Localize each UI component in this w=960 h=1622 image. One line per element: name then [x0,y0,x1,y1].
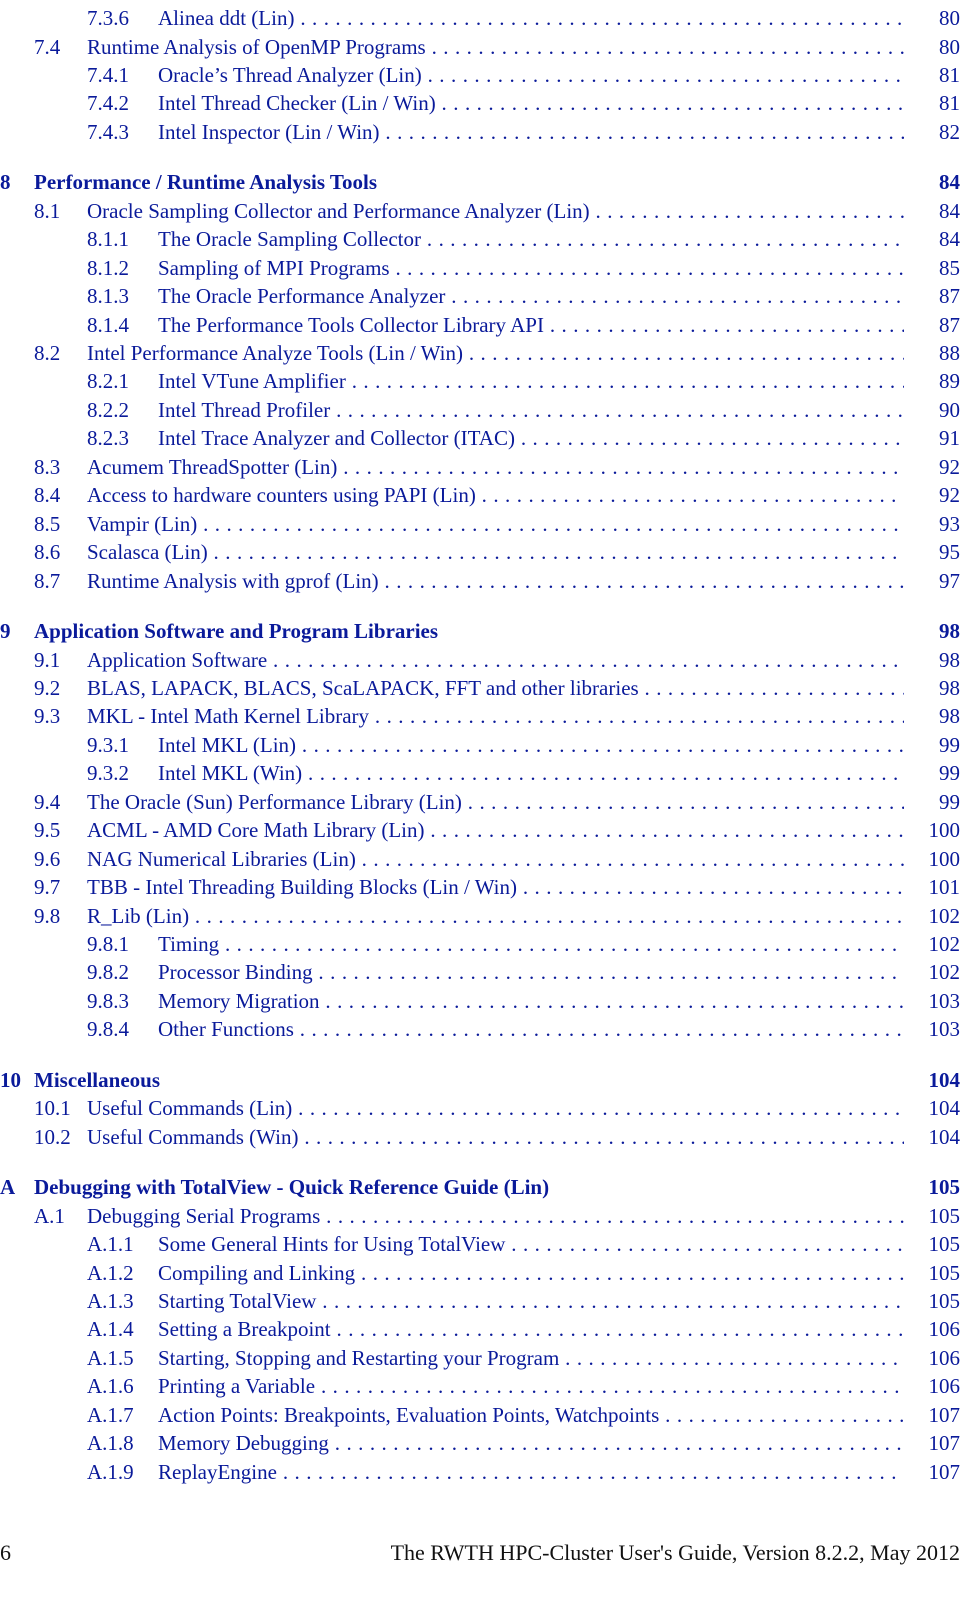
toc-entry-page: 102 [928,932,960,956]
toc-entry-title: Starting TotalView . . . [158,1287,904,1315]
toc-entry-title: Application Software . . . [87,646,904,674]
toc-entry[interactable] [0,367,960,395]
toc-entry-page: 105 [928,1175,960,1200]
toc-entry-title: Sampling of MPI Programs . . . [158,254,904,282]
toc-entry-title: BLAS, LAPACK, BLACS, ScaLAPACK, FFT and other libraries . . . [87,674,904,702]
toc-entry-number: 8 [0,170,11,195]
toc-entry-number: 8.4 [34,483,61,508]
toc-entry-page: 99 [939,761,960,786]
toc-entry-title: Intel Inspector (Lin / Win) . . . [158,118,904,146]
toc-entry[interactable] [0,339,960,367]
toc-entry-page: 84 [939,227,960,252]
toc-entry-title: Printing a Variable . . . [158,1372,904,1400]
toc-entry-title: Memory Debugging . . . [158,1429,904,1457]
toc-entry[interactable] [0,731,960,759]
toc-entry-number: 8.1.4 [87,312,129,337]
toc-entry-title: Debugging with TotalView - Quick Reference Guide (Lin) [34,1175,550,1200]
toc-entry-title: The Oracle Performance Analyzer . . . [158,282,904,310]
page-footer [0,1538,960,1568]
toc-entry-page: 92 [939,483,960,508]
toc-entry[interactable] [0,1094,960,1122]
toc-entry-page: 101 [928,875,960,900]
toc-entry-number: A.1.7 [87,1402,134,1427]
toc-entry-title: Intel VTune Amplifier . . . [158,367,904,395]
toc-entry-number: 7.4 [34,34,61,59]
toc-entry-number: A.1.5 [87,1345,134,1370]
toc-entry[interactable] [0,89,960,117]
toc-entry-title: Application Software and Program Libraries [34,619,439,643]
toc-entry[interactable] [0,61,960,89]
toc-entry-title: Intel Thread Profiler . . . [158,396,904,424]
toc-entry[interactable] [0,1429,960,1457]
toc-entry[interactable] [0,788,960,816]
toc-entry-number: 8.3 [34,454,61,479]
toc-entry[interactable] [0,197,960,225]
toc-entry-title: ACML - AMD Core Math Library (Lin) . . . [87,816,904,844]
toc-entry-page: 100 [928,846,960,871]
toc-entry-number: 8.2.1 [87,369,129,394]
toc-entry-number: 9.1 [34,647,61,672]
toc-entry-title: Compiling and Linking . . . [158,1259,904,1287]
toc-entry[interactable] [0,481,960,509]
toc-entry-title: Intel Thread Checker (Lin / Win) . . . [158,89,904,117]
toc-entry-title: Processor Binding . . . [158,958,904,986]
toc-entry-title: Starting, Stopping and Restarting your Program . . . [158,1344,904,1372]
toc-entry[interactable] [0,816,960,844]
toc-entry-title: ReplayEngine . . . [158,1458,904,1486]
toc-entry-page: 87 [939,312,960,337]
toc-entry-title: Acumem ThreadSpotter (Lin) . . . [87,453,904,481]
toc-entry-page: 103 [928,988,960,1013]
toc-entry-title: Scalasca (Lin) . . . [87,538,904,566]
toc-entry-page: 105 [928,1232,960,1256]
toc-entry-number: 9.8.3 [87,988,129,1013]
toc-entry-title: MKL - Intel Math Kernel Library . . . [87,702,904,730]
toc-entry-page: 88 [939,340,960,365]
toc-entry-page: 81 [939,91,960,116]
toc-entry[interactable] [0,987,960,1015]
toc-entry-number: 9.8.4 [87,1017,129,1042]
toc-entry[interactable] [0,282,960,310]
toc-entry-number: 9.2 [34,675,61,700]
toc-entry-page: 104 [928,1096,960,1121]
toc-entry-number: 7.4.3 [87,119,129,144]
toc-entry-page: 98 [939,619,960,643]
toc-entry-title: Useful Commands (Lin) . . . [87,1094,904,1122]
toc-entry-title: Useful Commands (Win) . . . [87,1123,904,1151]
toc-entry-title: Timing . . . [158,930,904,958]
toc-entry-page: 91 [939,426,960,451]
toc-entry-title: The Performance Tools Collector Library API . . . [158,311,904,339]
toc-entry[interactable] [0,453,960,481]
toc-entry[interactable] [0,424,960,452]
toc-entry-title: Miscellaneous [34,1067,160,1092]
toc-entry-title: TBB - Intel Threading Building Blocks (Lin / Win) . . . [87,873,904,901]
toc-entry-number: A.1.8 [87,1431,134,1456]
toc-entry-number: A.1.2 [87,1260,134,1285]
toc-entry-title: Intel MKL (Lin) . . . [158,731,904,759]
toc-entry-page: 81 [939,62,960,87]
toc-entry-number: A.1.3 [87,1288,134,1313]
toc-entry-number: 8.6 [34,540,61,565]
toc-entry-number: 8.1.2 [87,255,129,280]
toc-chapter-entry[interactable] [0,617,960,645]
toc-entry-page: 102 [928,903,960,928]
toc-entry-page: 100 [928,818,960,843]
toc-entry[interactable] [0,674,960,702]
toc-entry-number: 8.1.1 [87,227,129,252]
toc-entry[interactable] [0,1202,960,1230]
toc-entry-title: Intel Performance Analyze Tools (Lin / Win) . . . [87,339,904,367]
toc-entry[interactable] [0,567,960,595]
toc-entry-title: The Oracle Sampling Collector . . . [158,225,904,253]
toc-entry-page: 93 [939,511,960,536]
toc-entry-page: 106 [928,1374,960,1399]
footer-document-title: The RWTH HPC-Cluster User's Guide, Version 8.2.2, May 2012 [390,1540,960,1565]
toc-entry-page: 104 [928,1067,960,1092]
toc-entry[interactable] [0,538,960,566]
toc-entry[interactable] [0,311,960,339]
toc-entry-title: Runtime Analysis with gprof (Lin) . . . [87,567,904,595]
toc-entry-page: 97 [939,568,960,593]
toc-entry-number: 8.5 [34,511,61,536]
toc-entry[interactable] [0,1344,960,1372]
toc-entry-title: Action Points: Breakpoints, Evaluation Points, Watchpoints . . . [158,1401,904,1429]
toc-entry[interactable] [0,845,960,873]
toc-entry-page: 105 [928,1288,960,1313]
toc-entry[interactable] [0,510,960,538]
toc-entry-number: 8.2 [34,340,61,365]
toc-entry-page: 87 [939,284,960,308]
toc-entry-number: 9.6 [34,846,61,871]
toc-entry-page: 107 [928,1431,960,1456]
toc-entry-title: Intel Trace Analyzer and Collector (ITAC) . . . [158,424,904,452]
toc-entry-number: 9.5 [34,818,61,843]
toc-entry[interactable] [0,396,960,424]
toc-entry[interactable] [0,902,960,930]
toc-entry-number: 9.7 [34,875,61,900]
toc-entry-number: 9.8.2 [87,960,129,985]
toc-entry-number: 9.3.1 [87,732,129,757]
toc-entry-page: 89 [939,369,960,394]
toc-entry-number: A.1.4 [87,1317,134,1342]
toc-entry-title: Access to hardware counters using PAPI (Lin) . . . [87,481,904,509]
toc-entry-page: 102 [928,960,960,985]
toc-entry-page: 95 [939,540,960,565]
toc-entry-title: Other Functions . . . [158,1015,904,1043]
toc-entry-number: 8.7 [34,568,61,593]
toc-entry[interactable] [0,254,960,282]
toc-entry-page: 85 [939,255,960,280]
toc-entry-page: 98 [939,647,960,672]
toc-entry-page: 98 [939,704,960,729]
toc-entry[interactable] [0,702,960,730]
toc-entry[interactable] [0,33,960,61]
toc-entry-number: 9.8.1 [87,932,129,956]
toc-entry[interactable] [0,958,960,986]
toc-chapter-entry[interactable] [0,1066,960,1094]
toc-entry-page: 103 [928,1017,960,1042]
toc-entry-page: 98 [939,675,960,700]
toc-entry-page: 82 [939,119,960,144]
toc-entry-title: Setting a Breakpoint . . . [158,1315,904,1343]
toc-entry-number: A [0,1175,16,1200]
toc-entry[interactable] [0,873,960,901]
toc-entry-number: 10 [0,1067,21,1092]
toc-chapter-entry[interactable] [0,1173,960,1201]
toc-entry-title: Memory Migration . . . [158,987,904,1015]
toc-entry-title: NAG Numerical Libraries (Lin) . . . [87,845,904,873]
toc-entry-number: 7.4.1 [87,62,129,87]
toc-entry-page: 105 [928,1203,960,1228]
toc-entry-title: Oracle Sampling Collector and Performance Analyzer (Lin) . . . [87,197,904,225]
toc-entry[interactable] [0,1372,960,1400]
toc-entry-page: 105 [928,1260,960,1285]
toc-entry-number: 7.3.6 [87,6,129,30]
toc-entry-number: 9.3.2 [87,761,129,786]
toc-entry[interactable] [0,1015,960,1043]
toc-entry-title: Vampir (Lin) . . . [87,510,904,538]
toc-entry[interactable] [0,1259,960,1287]
toc-entry-number: 9 [0,619,11,643]
footer-page-number: 6 [0,1540,11,1565]
toc-entry-title: The Oracle (Sun) Performance Library (Lin) . . . [87,788,904,816]
toc-entry-page: 107 [928,1459,960,1484]
toc-entry-number: 9.4 [34,789,61,814]
toc-entry-title: Some General Hints for Using TotalView . . . [158,1230,904,1258]
toc-entry-page: 84 [939,170,960,195]
toc-entry-number: 9.3 [34,704,61,729]
toc-entry-page: 99 [939,789,960,814]
toc-entry-page: 107 [928,1402,960,1427]
toc-entry-page: 80 [939,34,960,59]
toc-entry[interactable] [0,1287,960,1315]
toc-entry-number: 10.1 [34,1096,71,1121]
toc-entry-title: Oracle’s Thread Analyzer (Lin) . . . [158,61,904,89]
toc-entry-title: R_Lib (Lin) . . . [87,902,904,930]
toc-entry-number: 8.2.3 [87,426,129,451]
toc-entry-number: A.1 [34,1203,65,1228]
toc-entry[interactable] [0,1458,960,1486]
toc-entry[interactable] [0,930,960,958]
toc-entry[interactable] [0,118,960,146]
toc-entry-page: 106 [928,1345,960,1370]
toc-entry-page: 92 [939,454,960,479]
toc-entry-page: 90 [939,397,960,422]
toc-entry[interactable] [0,4,960,32]
toc-entry-page: 104 [928,1124,960,1149]
toc-entry-page: 84 [939,198,960,223]
toc-entry[interactable] [0,225,960,253]
toc-entry-title: Alinea ddt (Lin) . . . [158,4,904,32]
toc-entry-title: Performance / Runtime Analysis Tools [34,170,378,195]
toc-entry-number: 9.8 [34,903,61,928]
toc-entry[interactable] [0,1123,960,1151]
toc-entry-page: 80 [939,6,960,30]
toc-entry-number: A.1.9 [87,1459,134,1484]
toc-entry-title: Intel MKL (Win) . . . [158,759,904,787]
toc-entry-title: Runtime Analysis of OpenMP Programs . . . [87,33,904,61]
toc-entry[interactable] [0,646,960,674]
toc-entry-title: Debugging Serial Programs . . . [87,1202,904,1230]
toc-entry-number: 8.1.3 [87,284,129,308]
toc-chapter-entry[interactable] [0,168,960,196]
toc-entry-page: 99 [939,732,960,757]
toc-entry-number: 8.2.2 [87,397,129,422]
toc-entry-page: 106 [928,1317,960,1342]
toc-entry-number: 7.4.2 [87,91,129,116]
toc-entry[interactable] [0,1315,960,1343]
toc-entry-number: A.1.6 [87,1374,134,1399]
toc-entry-number: 8.1 [34,198,61,223]
toc-entry-number: 10.2 [34,1124,71,1149]
toc-entry[interactable] [0,1401,960,1429]
toc-entry[interactable] [0,1230,960,1258]
toc-entry-number: A.1.1 [87,1232,134,1256]
toc-entry[interactable] [0,759,960,787]
